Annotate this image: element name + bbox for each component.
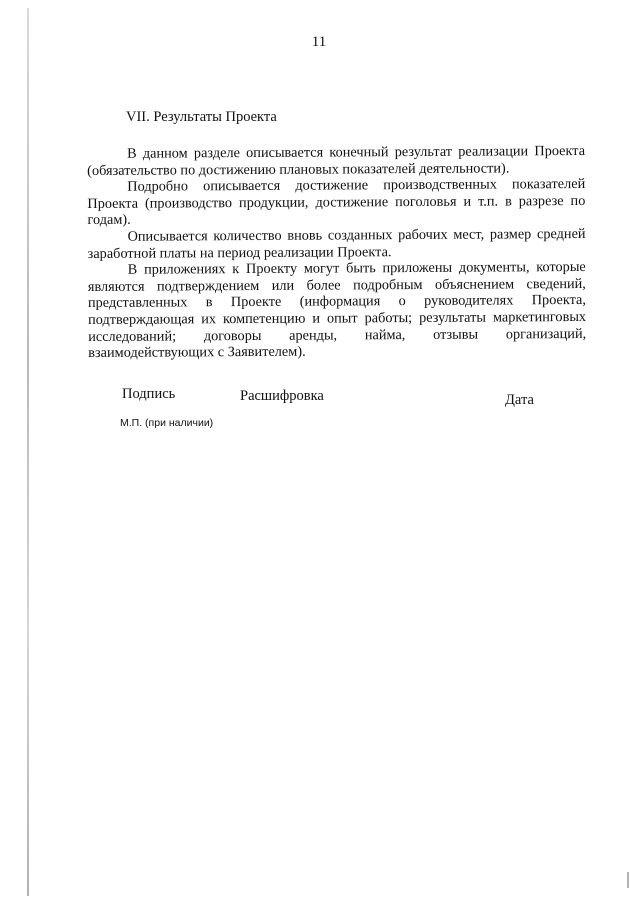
signature-label: Подпись: [122, 386, 176, 402]
paragraph-final-result: В данном разделе описывается конечный результат реализации Проекта (обязательство по достижению плановых показателей деятельности).: [87, 142, 586, 179]
paragraph-production-indicators: Подробно описывается достижение производственных показателей Проекта (производство продукции, достижение поголовья и т.п. в разрезе по годам).: [87, 176, 586, 229]
paragraph-attachments: В приложениях к Проекту могут быть приложены документы, которые являются подтверждением или более подробным объяснением сведений, представленных в Проекте (информация о руководителях Проекта, подтверждающая их компетенцию и опыт работы; результаты маркетинговых исследований; договоры аренды, найма, отзывы организаций, взаимодействующих с Заявителем).: [87, 259, 587, 362]
stamp-note: М.П. (при наличии): [120, 417, 214, 429]
scan-edge-mark: [627, 872, 629, 888]
paragraph-jobs-created: Описывается количество вновь созданных рабочих мест, размер средней заработной платы на период реализации Проекта.: [87, 225, 586, 262]
signature-decode-label: Расшифровка: [240, 388, 324, 404]
page-number: 11: [311, 34, 327, 50]
body-text: [87, 143, 586, 362]
scan-edge-line: [27, 8, 29, 896]
date-label: Дата: [505, 392, 534, 408]
section-title: VII. Результаты Проекта: [126, 109, 277, 125]
